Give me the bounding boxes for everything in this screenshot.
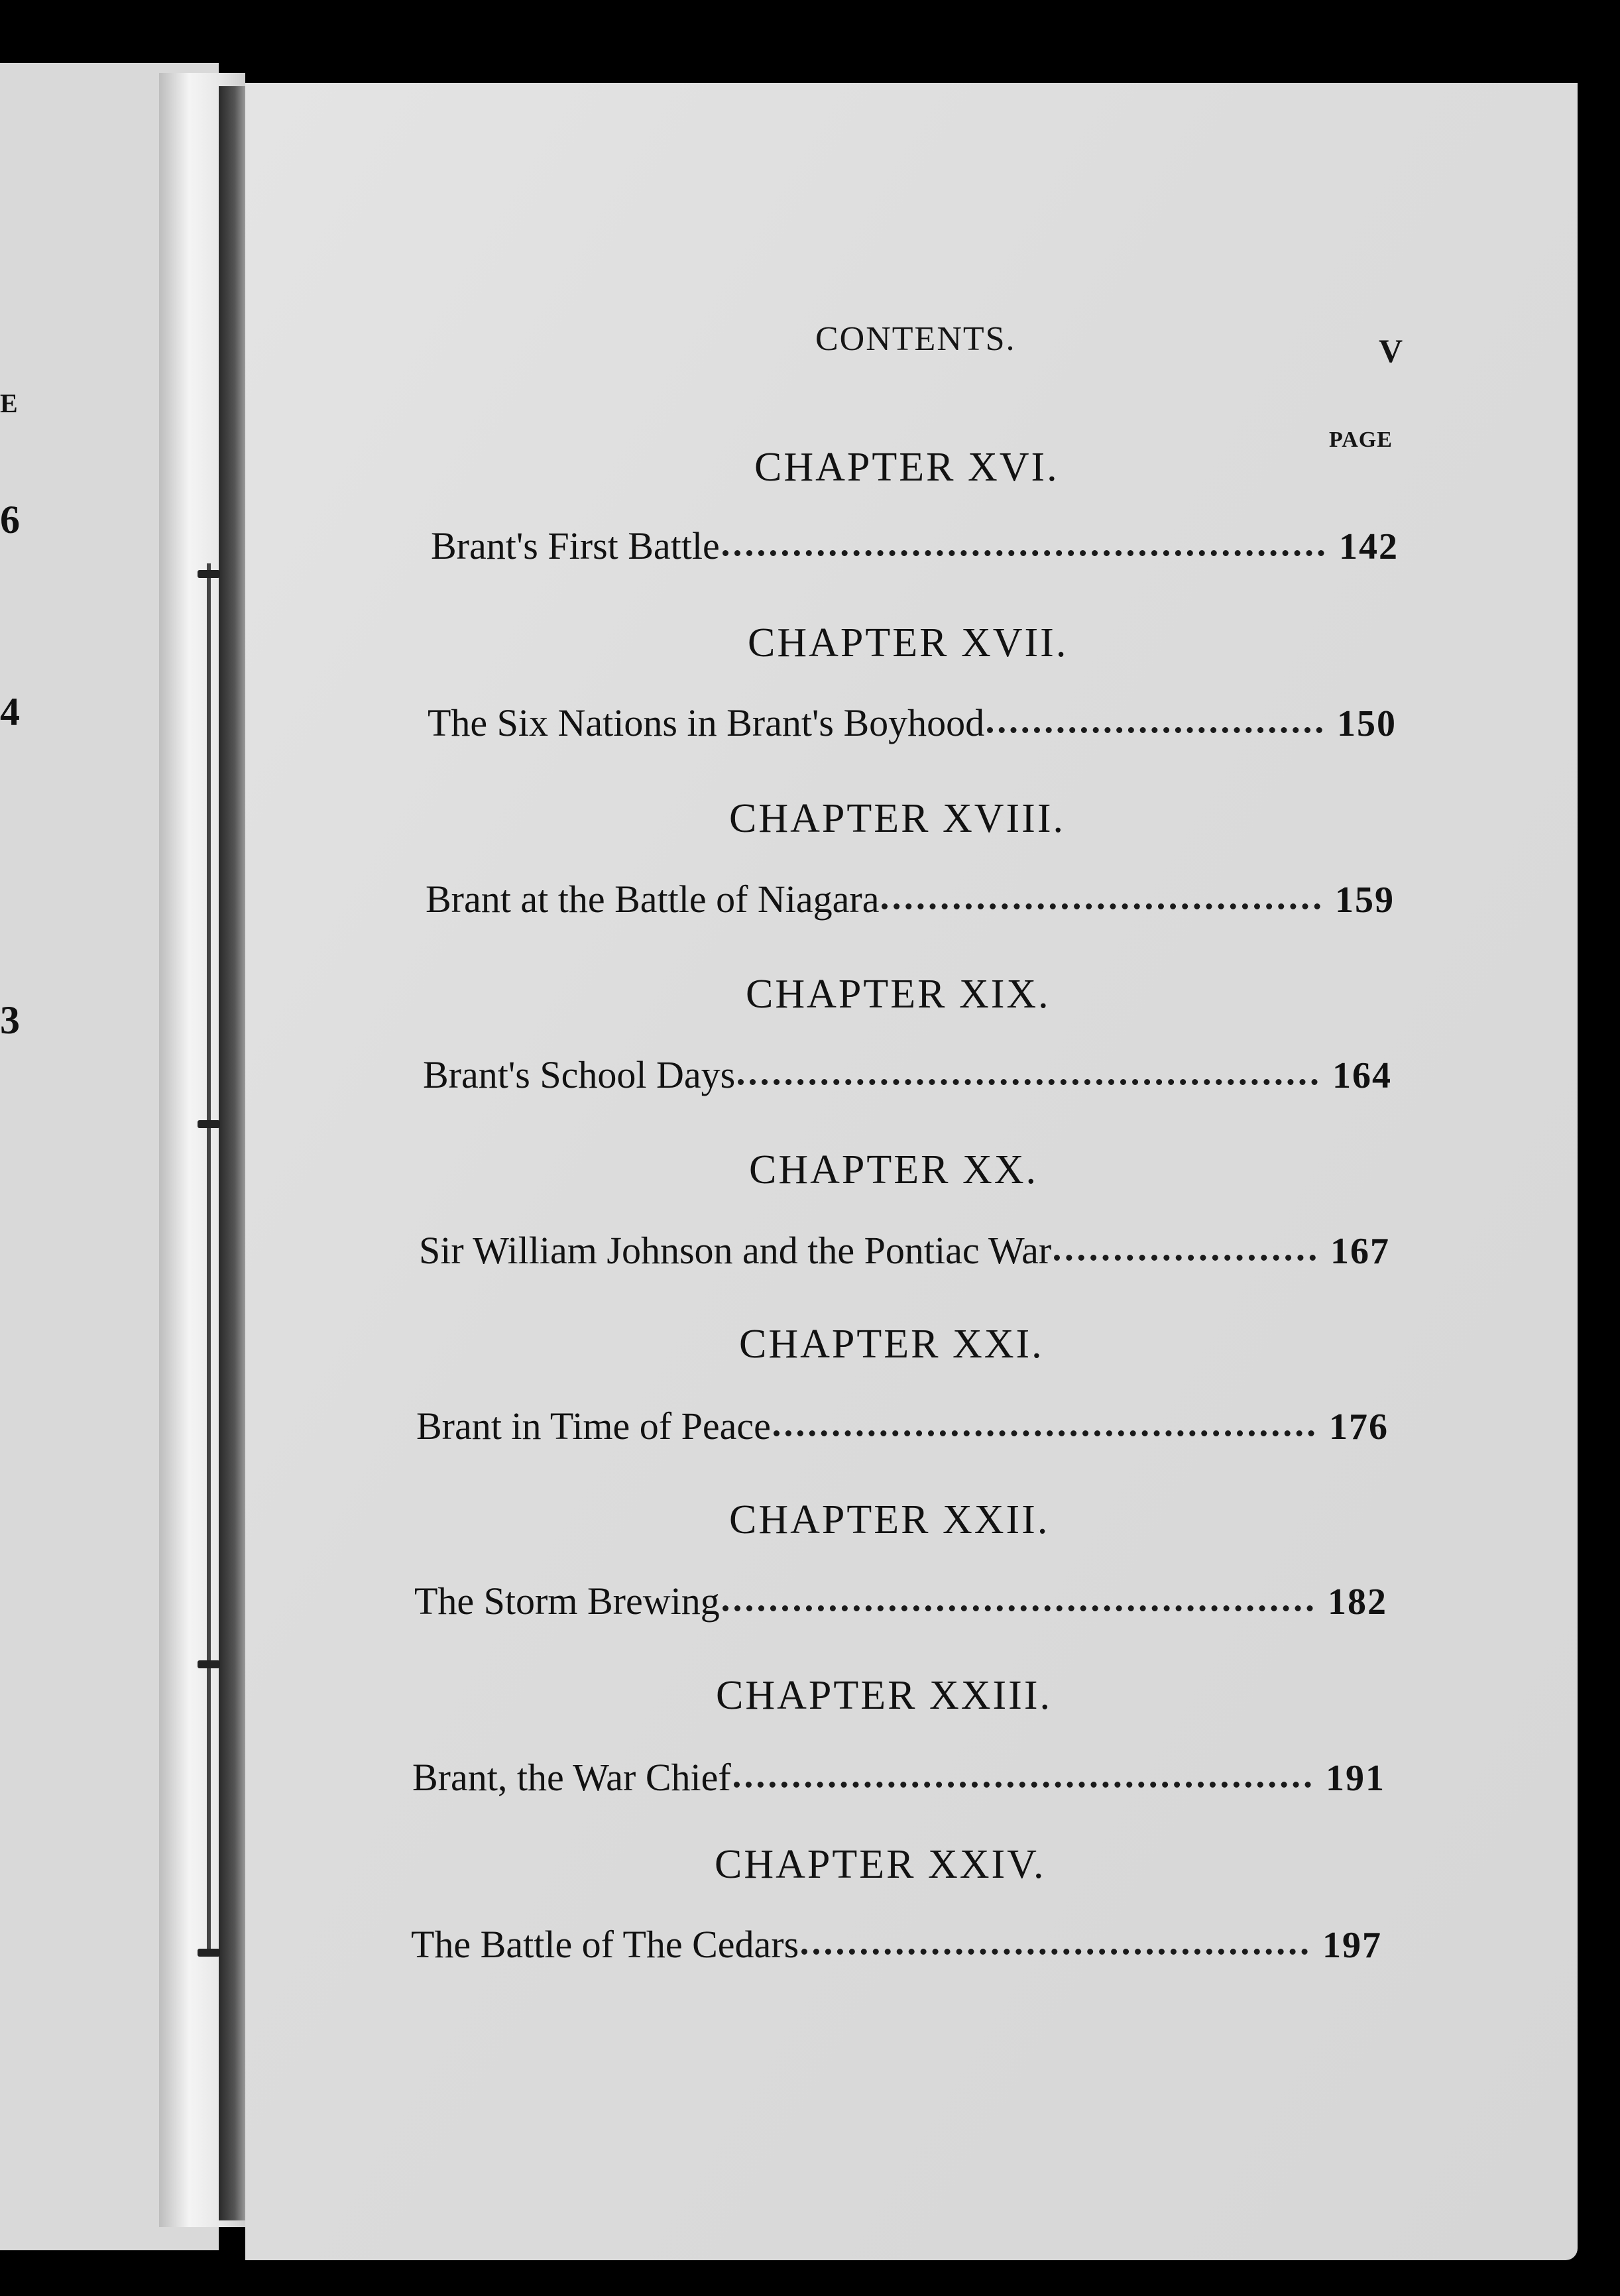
toc-entry[interactable] <box>426 877 1395 921</box>
toc-entry-title: Brant's First Battle <box>431 524 720 567</box>
chapter-heading: CHAPTER XXIII. <box>716 1673 1052 1718</box>
chapter-heading: CHAPTER XVIII. <box>729 796 1065 841</box>
toc-page-number: 197 <box>1322 1925 1382 1966</box>
binding-stitch <box>198 1660 220 1668</box>
dot-leader <box>774 1430 1314 1436</box>
toc-page-number: 191 <box>1326 1758 1385 1799</box>
gutter-shadow <box>219 86 245 2220</box>
toc-entry[interactable] <box>419 1228 1390 1273</box>
page-column-label: PAGE <box>1329 428 1393 452</box>
toc-entry-title: The Battle of The Cedars <box>411 1923 799 1966</box>
binding-thread <box>207 563 211 1955</box>
chapter-heading: CHAPTER XXIV. <box>715 1842 1046 1887</box>
chapter-heading: CHAPTER XX. <box>749 1147 1039 1192</box>
toc-entry[interactable] <box>431 524 1399 568</box>
dot-leader <box>723 1605 1313 1611</box>
chapter-heading: CHAPTER XXI. <box>739 1322 1044 1367</box>
dot-leader <box>801 1949 1308 1955</box>
toc-page-number: 150 <box>1337 703 1397 744</box>
toc-entry[interactable] <box>414 1579 1387 1623</box>
dot-leader <box>734 1782 1311 1788</box>
binding-stitch <box>198 1120 220 1128</box>
toc-entry[interactable] <box>428 701 1397 745</box>
binding-stitch <box>198 570 220 578</box>
dot-leader <box>1054 1255 1316 1261</box>
binding-stitch <box>198 1949 220 1957</box>
toc-page-number: 164 <box>1332 1055 1392 1096</box>
left-edge-char: E <box>0 388 18 418</box>
chapter-heading: CHAPTER XIX. <box>746 972 1051 1017</box>
toc-entry[interactable] <box>412 1755 1385 1800</box>
toc-entry-title: The Six Nations in Brant's Boyhood <box>428 701 985 744</box>
chapter-heading: CHAPTER XVII. <box>748 620 1069 665</box>
chapter-heading: CHAPTER XXII. <box>729 1497 1050 1542</box>
toc-entry[interactable] <box>416 1404 1389 1448</box>
page-folio: V <box>1379 332 1403 369</box>
toc-page-number: 182 <box>1328 1581 1387 1623</box>
left-edge-char: 6 <box>0 498 20 542</box>
dot-leader <box>882 903 1320 909</box>
toc-entry-title: Brant at the Battle of Niagara <box>426 878 880 921</box>
toc-entry-title: The Storm Brewing <box>414 1579 720 1623</box>
toc-page-number: 142 <box>1339 526 1399 567</box>
toc-entry[interactable] <box>423 1053 1392 1097</box>
toc-page-number: 159 <box>1335 880 1395 921</box>
toc-entry[interactable] <box>411 1922 1382 1967</box>
toc-entry-title: Brant's School Days <box>423 1053 736 1096</box>
dot-leader <box>987 727 1322 733</box>
running-head: CONTENTS. <box>815 320 1016 358</box>
dot-leader <box>738 1079 1318 1085</box>
dot-leader <box>723 550 1324 556</box>
toc-entry-title: Brant in Time of Peace <box>416 1405 771 1448</box>
left-edge-char: 4 <box>0 690 20 734</box>
toc-entry-title: Brant, the War Chief <box>412 1756 731 1799</box>
chapter-heading: CHAPTER XVI. <box>754 445 1059 490</box>
left-edge-char: 3 <box>0 998 20 1042</box>
toc-entry-title: Sir William Johnson and the Pontiac War <box>419 1229 1052 1272</box>
toc-page-number: 176 <box>1329 1406 1389 1448</box>
toc-page-number: 167 <box>1330 1231 1390 1272</box>
